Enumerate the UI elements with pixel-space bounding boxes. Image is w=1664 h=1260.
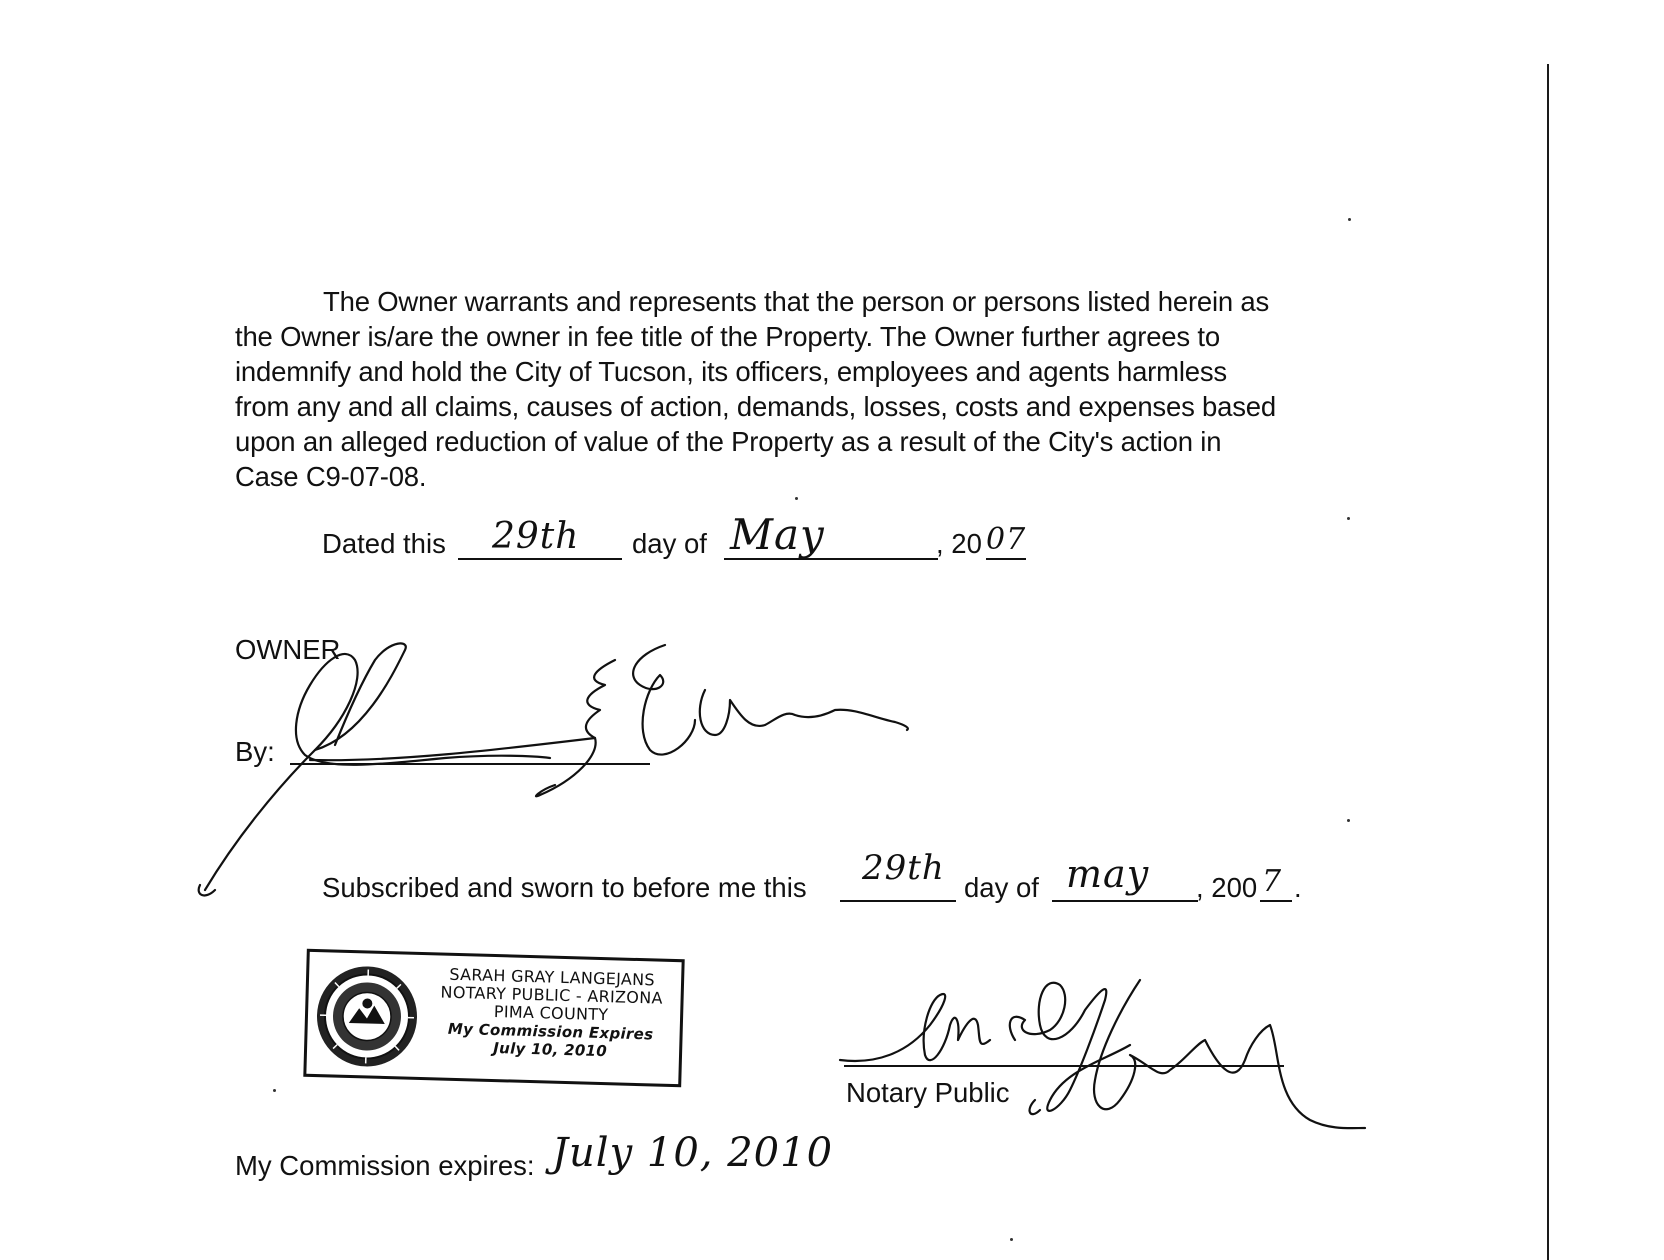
stamp-commission-label: My Commission Expires — [447, 1019, 654, 1044]
scan-speck — [1348, 218, 1351, 221]
paragraph-line-6: Case C9-07-08. — [235, 461, 427, 492]
sworn-prefix: Subscribed and sworn to before me this — [322, 872, 807, 903]
arizona-seal-icon — [313, 962, 422, 1071]
stamp-notary-title: NOTARY PUBLIC - ARIZONA — [440, 982, 663, 1008]
scan-speck — [1347, 819, 1350, 822]
sworn-year-blank — [1260, 900, 1292, 902]
sworn-day-blank — [840, 900, 956, 902]
scan-speck — [1347, 517, 1350, 520]
sworn-month-handwritten: may — [1066, 852, 1150, 896]
sworn-year-handwritten: 7 — [1262, 864, 1283, 899]
sworn-suffix: . — [1294, 872, 1302, 903]
stamp-text-block — [425, 965, 677, 1062]
paragraph-line-2: the Owner is/are the owner in fee title of the Property. The Owner further agrees to — [235, 321, 1220, 352]
dated-prefix: Dated this — [322, 528, 446, 559]
sworn-day-handwritten: 29th — [862, 848, 945, 888]
scan-speck — [795, 497, 798, 500]
page-edge-line — [1547, 64, 1549, 1260]
paragraph-line-4: from any and all claims, causes of action, demands, losses, costs and expenses based — [235, 391, 1276, 422]
dated-year-prefix: , 20 — [936, 528, 982, 559]
sworn-year-prefix: , 200 — [1196, 872, 1258, 903]
notary-signature — [840, 970, 1370, 1140]
by-label: By: — [235, 736, 275, 767]
scan-speck — [273, 1089, 276, 1092]
commission-expires-label: My Commission expires: — [235, 1150, 535, 1181]
stamp-county: PIMA COUNTY — [493, 1001, 609, 1025]
stamp-notary-name: SARAH GRAY LANGEJANS — [449, 964, 656, 990]
paragraph-line-5: upon an alleged reduction of value of the Property as a result of the City's action in — [235, 426, 1222, 457]
dated-month-handwritten: May — [730, 510, 825, 559]
paragraph-line-1: The Owner warrants and represents that the person or persons listed herein as — [323, 286, 1270, 317]
dated-year-blank — [986, 558, 1026, 560]
notary-stamp — [303, 949, 684, 1088]
paragraph-line-3: indemnify and hold the City of Tucson, its officers, employees and agents harmless — [235, 356, 1227, 387]
stamp-expiration-date: July 10, 2010 — [492, 1038, 608, 1061]
dated-middle: day of — [632, 528, 707, 559]
sworn-middle: day of — [964, 872, 1039, 903]
dated-year-handwritten: 07 — [986, 522, 1027, 557]
dated-day-handwritten: 29th — [492, 516, 580, 557]
dated-day-blank — [458, 558, 622, 560]
owner-signature — [195, 640, 935, 900]
sworn-month-blank — [1052, 900, 1198, 902]
notary-public-label: Notary Public — [846, 1077, 1010, 1108]
owner-heading: OWNER — [235, 634, 341, 665]
commission-date-handwritten: July 10, 2010 — [552, 1130, 834, 1176]
scan-speck — [1010, 1238, 1013, 1241]
